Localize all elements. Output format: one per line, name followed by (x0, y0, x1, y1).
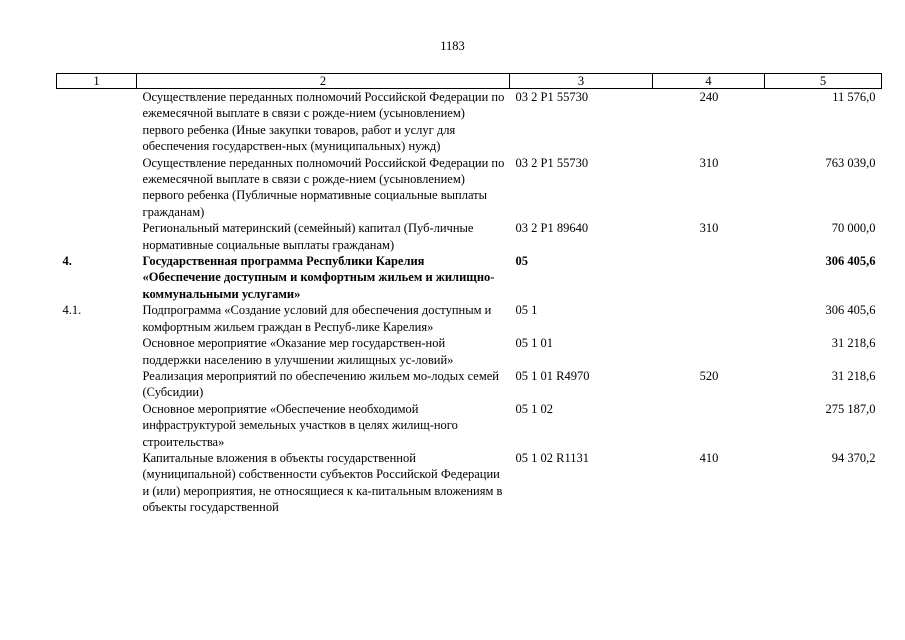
amount-cell: 306 405,6 (825, 254, 876, 269)
description-cell: Капитальные вложения в объекты государственной (муниципальной) собственности субъектов Российской Федерации и (или) мероприятия, не относящиеся к ка-питальным вложениям в объекты государственной (142, 450, 503, 515)
header-row (57, 74, 882, 89)
table-row (57, 155, 882, 221)
table-row (57, 335, 882, 368)
target-article-cell: 05 1 01 R4970 (515, 368, 590, 383)
row-number-cell (57, 89, 137, 155)
table-row (57, 89, 882, 155)
target-article-cell: 03 2 P1 89640 (515, 221, 589, 236)
row-number-cell (57, 450, 137, 516)
expense-type-cell (653, 253, 765, 302)
row-number-cell (57, 155, 137, 221)
description-cell: Подпрограмма «Создание условий для обеспечения доступным и комфортным жильем граждан в Респуб-лике Карелия» (142, 303, 492, 334)
amount-cell: 11 576,0 (832, 90, 876, 104)
table-header (57, 74, 882, 89)
amount-cell: 31 218,6 (831, 336, 876, 351)
description-cell: Региональный материнский (семейный) капитал (Пуб-личные нормативные социальные выплаты гражданам) (142, 221, 474, 252)
table-row (57, 401, 882, 450)
row-number-cell (57, 220, 137, 253)
expense-type-cell (653, 401, 765, 450)
description-cell: Осуществление переданных полномочий Российской Федерации по ежемесячной выплате в связи с рожде-нием (усыновлением) первого ребенка (Публичные нормативные социальные выплаты гражданам) (142, 155, 505, 219)
column-header-2: 2 (137, 74, 510, 89)
table-row (57, 253, 882, 302)
expense-type-cell (653, 335, 765, 368)
expense-type-cell: 240 (699, 90, 719, 104)
column-header-3: 3 (510, 74, 653, 89)
target-article-cell: 05 (515, 254, 528, 269)
target-article-cell: 05 1 02 (515, 401, 553, 416)
target-article-cell: 05 1 01 (515, 336, 553, 351)
row-number-cell: 4.1. (62, 303, 82, 318)
row-number-cell (57, 368, 137, 401)
table-row (57, 450, 882, 516)
table-row (57, 220, 882, 253)
description-cell: Основное мероприятие «Оказание мер государствен-ной поддержки населению в улучшении жилищных ус-ловий» (142, 336, 454, 367)
expense-type-cell (653, 302, 765, 335)
description-cell: Основное мероприятие «Обеспечение необходимой инфраструктурой земельных участков в целях жилищ-ного строительства» (142, 401, 458, 449)
amount-cell: 275 187,0 (825, 401, 876, 416)
target-article-cell: 05 1 (515, 303, 538, 318)
row-number-cell (57, 335, 137, 368)
row-number-cell (57, 401, 137, 450)
page-number: 1183 (440, 39, 465, 53)
amount-cell: 306 405,6 (825, 303, 876, 318)
target-article-cell: 03 2 P1 55730 (515, 90, 589, 104)
expense-type-cell: 310 (699, 155, 719, 170)
expense-type-cell: 520 (699, 368, 719, 383)
expense-type-cell: 310 (699, 221, 719, 236)
column-header-1: 1 (57, 74, 137, 89)
column-header-5: 5 (765, 74, 882, 89)
table-row (57, 368, 882, 401)
description-cell: Государственная программа Республики Карелия «Обеспечение доступным и комфортным жильем и жилищно-коммунальными услугами» (142, 254, 495, 301)
target-article-cell: 05 1 02 R1131 (515, 450, 589, 465)
expense-type-cell: 410 (699, 450, 719, 465)
amount-cell: 31 218,6 (831, 368, 876, 383)
amount-cell: 70 000,0 (831, 221, 876, 236)
amount-cell: 94 370,2 (831, 450, 876, 465)
description-cell: Осуществление переданных полномочий Российской Федерации по ежемесячной выплате в связи с рожде-нием (усыновлением) первого ребенка (Иные закупки товаров, работ и услуг для обеспечения государствен-ных (муниципальных) нужд) (142, 90, 505, 154)
target-article-cell: 03 2 P1 55730 (515, 155, 589, 170)
amount-cell: 763 039,0 (825, 155, 876, 170)
table-body (57, 89, 882, 516)
column-header-4: 4 (653, 74, 765, 89)
budget-table (56, 73, 882, 516)
description-cell: Реализация мероприятий по обеспечению жильем мо-лодых семей (Субсидии) (142, 368, 499, 400)
row-number-cell: 4. (62, 254, 72, 269)
table-row (57, 302, 882, 335)
